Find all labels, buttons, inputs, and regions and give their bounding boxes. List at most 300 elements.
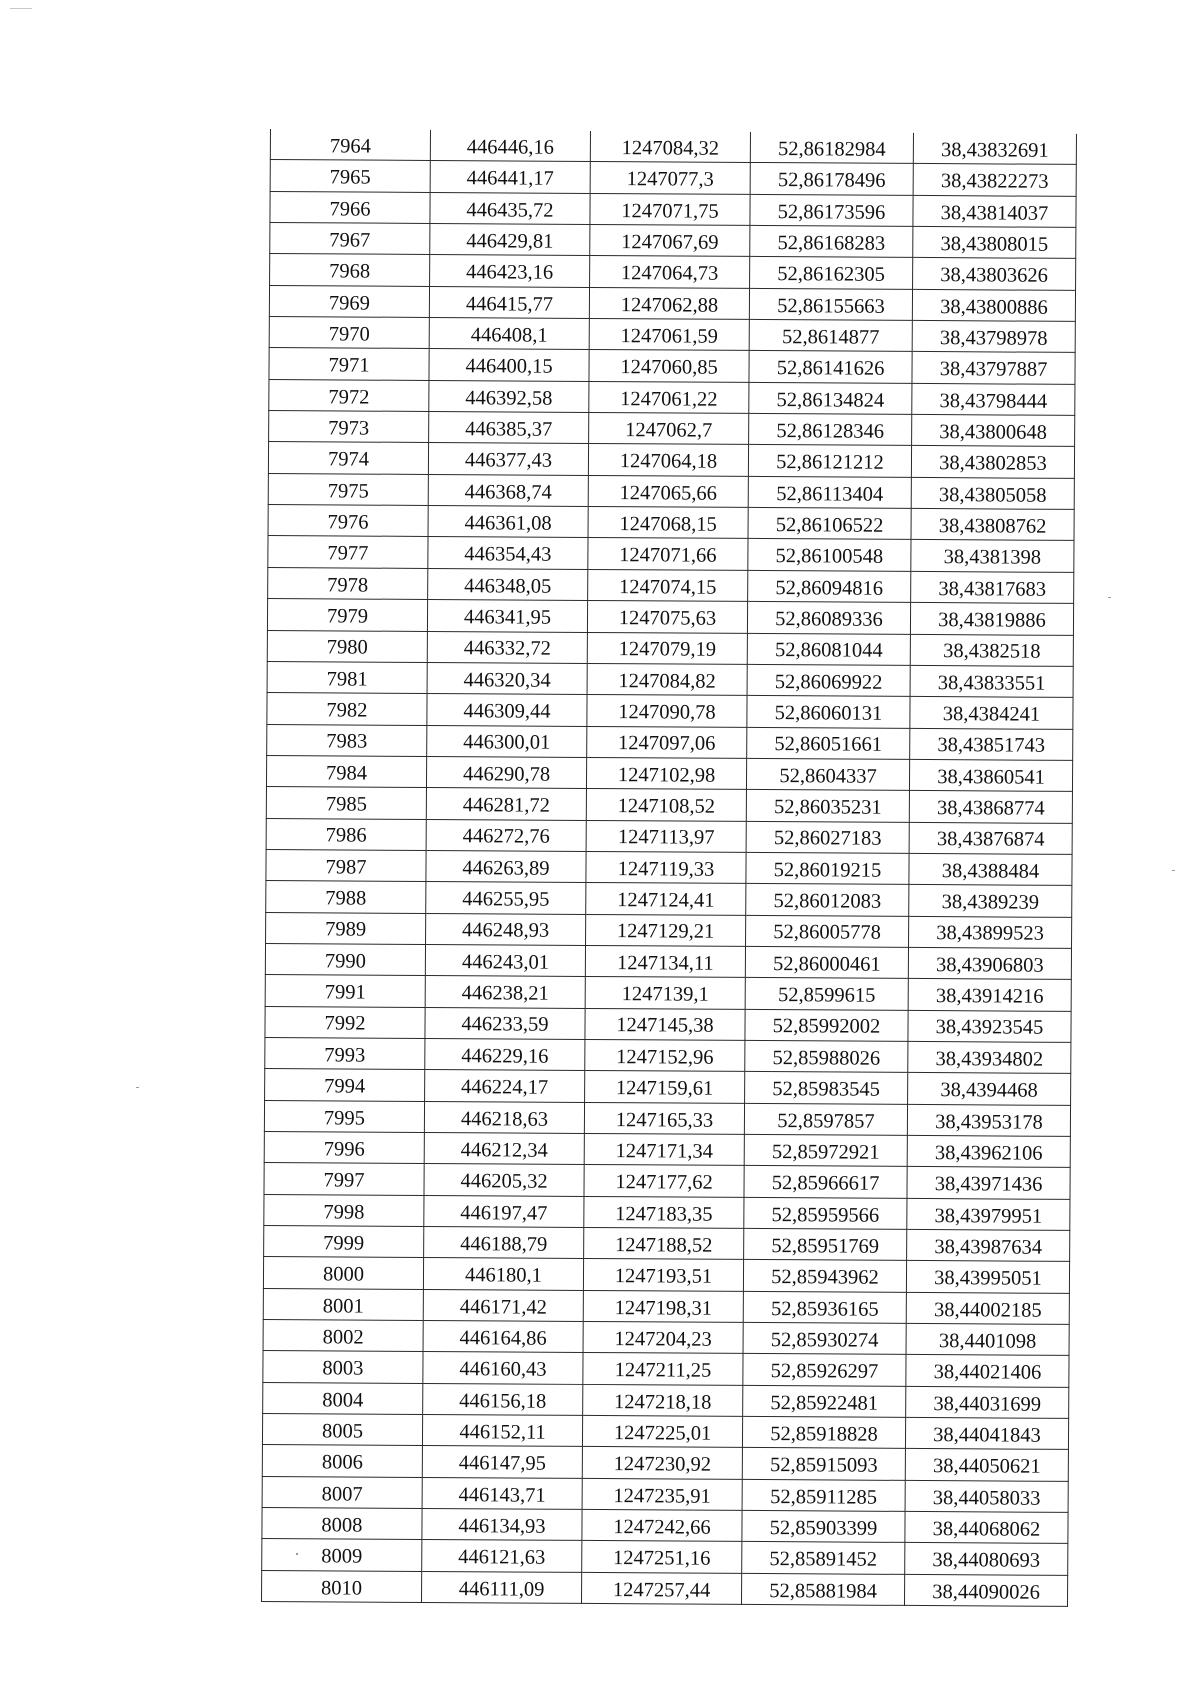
longitude-cell: [911, 571, 1074, 603]
table-row: [263, 1382, 1069, 1418]
y-coordinate-cell: [586, 789, 746, 821]
cell-text: 52,86100548: [775, 545, 884, 569]
longitude-cell: [904, 1574, 1067, 1606]
cell-text: 446361,08: [464, 512, 552, 535]
table-row: [262, 1570, 1068, 1606]
cell-text: 52,85881984: [769, 1579, 877, 1603]
point-number-cell: [265, 1037, 425, 1069]
x-coordinate-cell: [429, 318, 589, 350]
cell-text: 1247084,32: [621, 136, 720, 160]
cell-text: 1247134,11: [617, 951, 714, 975]
cell-text: 7998: [323, 1200, 365, 1224]
cell-text: 446205,32: [460, 1170, 548, 1193]
latitude-cell: [749, 382, 912, 414]
cell-text: 1247124,41: [617, 889, 715, 912]
y-coordinate-cell: [590, 162, 750, 194]
cell-text: 52,8614877: [781, 326, 880, 349]
cell-text: 52,86027183: [773, 827, 882, 851]
cell-text: 52,85966617: [771, 1172, 880, 1195]
table-row: [264, 1100, 1070, 1136]
table-row: [269, 285, 1075, 321]
cell-text: 1247102,98: [617, 763, 716, 787]
point-number-cell: [262, 1570, 422, 1602]
point-number-cell: [266, 755, 426, 787]
cell-text: 1247061,59: [620, 325, 718, 348]
cell-text: 446272,76: [462, 825, 550, 849]
table-row: [262, 1508, 1068, 1544]
latitude-cell: [745, 1009, 908, 1041]
x-coordinate-cell: [427, 694, 587, 726]
cell-text: 38,43802853: [939, 452, 1047, 476]
scan-speck: [136, 1087, 139, 1088]
table-row: [268, 505, 1074, 541]
cell-text: 446332,72: [463, 637, 551, 661]
longitude-cell: [909, 885, 1072, 917]
cell-text: 52,85992002: [772, 1015, 881, 1039]
latitude-cell: [749, 414, 912, 446]
cell-text: 52,86173596: [777, 200, 886, 224]
point-number-cell: [269, 348, 429, 380]
cell-text: 8003: [322, 1357, 364, 1380]
coordinates-table: [261, 129, 1077, 1607]
latitude-cell: [748, 570, 911, 602]
x-coordinate-cell: [422, 1477, 582, 1509]
x-coordinate-cell: [423, 1289, 583, 1321]
table-row: [265, 1069, 1071, 1105]
point-number-cell: [265, 1006, 425, 1038]
point-number-cell: [268, 567, 428, 599]
y-coordinate-cell: [584, 1196, 744, 1228]
point-number-cell: [267, 661, 427, 693]
cell-text: 1247060,85: [620, 356, 718, 379]
latitude-cell: [748, 539, 911, 571]
longitude-cell: [907, 1167, 1070, 1199]
cell-text: 7968: [329, 260, 371, 283]
point-number-cell: [262, 1508, 422, 1540]
cell-text: 52,86051661: [774, 733, 883, 757]
table-row: [265, 1006, 1071, 1042]
cell-text: 7995: [323, 1106, 366, 1130]
point-number-cell: [264, 1163, 424, 1195]
table-row: [263, 1257, 1069, 1293]
point-number-cell: [267, 630, 427, 662]
y-coordinate-cell: [589, 287, 749, 319]
cell-text: 38,43798978: [939, 327, 1048, 350]
table-row: [264, 1131, 1070, 1167]
latitude-cell: [749, 288, 912, 320]
point-number-cell: [264, 1226, 424, 1258]
cell-text: 38,43814037: [940, 201, 1049, 225]
y-coordinate-cell: [586, 820, 746, 852]
cell-text: 1247218,18: [613, 1390, 712, 1414]
x-coordinate-cell: [425, 1007, 585, 1039]
cell-text: 7996: [323, 1138, 365, 1161]
x-coordinate-cell: [422, 1571, 582, 1603]
longitude-cell: [908, 1073, 1071, 1105]
x-coordinate-cell: [425, 944, 585, 976]
cell-text: 7980: [326, 636, 368, 659]
cell-text: 38,43803626: [940, 264, 1048, 287]
longitude-cell: [913, 258, 1076, 290]
y-coordinate-cell: [583, 1259, 743, 1291]
cell-text: 7987: [325, 856, 367, 879]
x-coordinate-cell: [426, 788, 586, 820]
table-row: [267, 599, 1073, 635]
point-number-cell: [268, 505, 428, 537]
cell-text: 38,43808015: [940, 232, 1049, 256]
x-coordinate-cell: [429, 412, 589, 444]
x-coordinate-cell: [422, 1415, 582, 1447]
cell-text: 446171,42: [459, 1295, 547, 1319]
cell-text: 1247188,52: [614, 1234, 713, 1257]
cell-text: 38,4381398: [943, 546, 1042, 570]
y-coordinate-cell: [587, 601, 747, 633]
longitude-cell: [910, 665, 1073, 697]
cell-text: 1247211,25: [614, 1359, 712, 1382]
latitude-cell: [745, 978, 908, 1010]
longitude-cell: [906, 1355, 1069, 1387]
longitude-cell: [909, 759, 1072, 791]
cell-text: 7966: [329, 197, 371, 221]
cell-text: 446385,37: [465, 418, 553, 441]
latitude-cell: [744, 1134, 907, 1166]
cell-text: 1247159,61: [615, 1077, 714, 1100]
latitude-cell: [749, 319, 912, 351]
cell-text: 52,85972921: [771, 1140, 880, 1164]
cell-text: 7990: [324, 950, 366, 973]
latitude-cell: [742, 1511, 905, 1543]
cell-text: 7983: [326, 730, 368, 753]
cell-text: 1247139,1: [621, 983, 709, 1006]
cell-text: 38,4389239: [941, 891, 1040, 914]
latitude-cell: [744, 1166, 907, 1198]
cell-text: 446243,01: [461, 950, 550, 974]
cell-text: 446446,16: [466, 136, 555, 159]
cell-text: 1247242,66: [613, 1516, 711, 1539]
cell-text: 1247062,7: [625, 419, 713, 442]
longitude-cell: [908, 979, 1071, 1011]
x-coordinate-cell: [430, 224, 590, 256]
latitude-cell: [746, 852, 909, 884]
latitude-cell: [742, 1542, 905, 1574]
table-row: [262, 1445, 1068, 1481]
x-coordinate-cell: [422, 1509, 582, 1541]
table-row: [269, 411, 1075, 447]
longitude-cell: [907, 1135, 1070, 1167]
y-coordinate-cell: [588, 444, 748, 476]
cell-text: 38,43797887: [939, 358, 1048, 382]
x-coordinate-cell: [427, 725, 587, 757]
longitude-cell: [912, 352, 1075, 384]
cell-text: 38,44021406: [933, 1361, 1042, 1384]
cell-text: 7988: [325, 887, 367, 910]
point-number-cell: [266, 849, 426, 881]
y-coordinate-cell: [585, 977, 745, 1009]
latitude-cell: [742, 1479, 905, 1511]
x-coordinate-cell: [425, 976, 585, 1008]
y-coordinate-cell: [586, 851, 746, 883]
point-number-cell: [270, 129, 430, 161]
latitude-cell: [747, 696, 910, 728]
latitude-cell: [748, 508, 911, 540]
latitude-cell: [745, 946, 908, 978]
longitude-cell: [906, 1386, 1069, 1418]
x-coordinate-cell: [426, 756, 586, 788]
cell-text: 52,86060131: [774, 702, 883, 725]
table-row: [268, 536, 1074, 572]
x-coordinate-cell: [426, 913, 586, 945]
cell-text: 1247183,35: [615, 1202, 713, 1226]
y-coordinate-cell: [582, 1416, 742, 1448]
cell-text: 38,43800648: [939, 421, 1048, 444]
table-row: [270, 191, 1076, 227]
cell-text: 52,86106522: [775, 514, 884, 537]
longitude-cell: [908, 1041, 1071, 1073]
latitude-cell: [745, 1072, 908, 1104]
cell-text: 446218,63: [460, 1107, 549, 1131]
cell-text: 38,43860541: [937, 765, 1045, 789]
cell-text: 52,8597857: [777, 1109, 875, 1133]
x-coordinate-cell: [422, 1446, 582, 1478]
cell-text: 1247235,91: [613, 1484, 711, 1508]
y-coordinate-cell: [587, 695, 747, 727]
cell-text: 38,43817683: [938, 577, 1047, 601]
y-coordinate-cell: [590, 256, 750, 288]
cell-text: 38,43851743: [937, 734, 1046, 758]
cell-text: 446341,95: [463, 606, 552, 629]
x-coordinate-cell: [424, 1226, 584, 1258]
cell-text: 446111,09: [458, 1577, 545, 1601]
cell-text: 446429,81: [466, 230, 554, 253]
point-number-cell: [262, 1414, 422, 1446]
cell-text: 38,43995051: [934, 1267, 1042, 1290]
latitude-cell: [746, 758, 909, 790]
cell-text: 38,43962106: [934, 1141, 1043, 1165]
point-number-cell: [269, 317, 429, 349]
point-number-cell: [262, 1476, 422, 1508]
cell-text: 52,86178496: [777, 169, 886, 192]
table-row: [268, 442, 1074, 478]
point-number-cell: [263, 1351, 423, 1383]
cell-text: 1247090,78: [618, 701, 716, 724]
y-coordinate-cell: [582, 1478, 742, 1510]
longitude-cell: [913, 195, 1076, 227]
latitude-cell: [743, 1260, 906, 1292]
cell-text: 52,86094816: [775, 576, 884, 600]
point-number-cell: [265, 1069, 425, 1101]
cell-text: 7976: [327, 511, 369, 534]
cell-text: 38,4401098: [938, 1330, 1037, 1353]
longitude-cell: [905, 1543, 1068, 1575]
latitude-cell: [743, 1385, 906, 1417]
x-coordinate-cell: [422, 1540, 582, 1572]
cell-text: 52,86182984: [778, 137, 886, 161]
cell-text: 446354,43: [464, 543, 552, 567]
x-coordinate-cell: [429, 286, 589, 318]
y-coordinate-cell: [582, 1447, 742, 1479]
point-number-cell: [269, 379, 429, 411]
latitude-cell: [746, 821, 909, 853]
latitude-cell: [742, 1417, 905, 1449]
table-row: [267, 630, 1073, 666]
y-coordinate-cell: [581, 1572, 741, 1604]
cell-text: 7971: [328, 354, 370, 377]
cell-text: 52,85922481: [770, 1391, 879, 1415]
cell-text: 446441,17: [466, 167, 554, 190]
x-coordinate-cell: [424, 1195, 584, 1227]
latitude-cell: [747, 727, 910, 759]
y-coordinate-cell: [589, 381, 749, 413]
cell-text: 1247064,18: [619, 450, 718, 474]
longitude-cell: [908, 1010, 1071, 1042]
cell-text: 7984: [325, 762, 368, 785]
cell-text: 1247113,97: [617, 826, 715, 850]
cell-text: 8005: [321, 1420, 364, 1443]
cell-text: 446160,43: [459, 1358, 547, 1381]
longitude-cell: [912, 415, 1075, 447]
cell-text: 1247193,51: [614, 1265, 713, 1288]
point-number-cell: [270, 254, 430, 286]
cell-text: 1247152,96: [616, 1045, 714, 1069]
cell-text: 52,86113404: [776, 482, 884, 506]
longitude-cell: [905, 1512, 1068, 1544]
longitude-cell: [909, 822, 1072, 854]
cell-text: 1247077,3: [626, 168, 714, 191]
cell-text: 7969: [328, 291, 371, 315]
latitude-cell: [746, 884, 909, 916]
longitude-cell: [907, 1104, 1070, 1136]
table-row: [264, 1226, 1070, 1262]
table-row: [267, 661, 1073, 697]
cell-text: 1247064,73: [620, 262, 719, 285]
cell-text: 52,85926297: [770, 1360, 879, 1383]
cell-text: 38,43800886: [940, 295, 1048, 319]
y-coordinate-cell: [582, 1510, 742, 1542]
table-row: [264, 1194, 1070, 1230]
cell-text: 446212,34: [460, 1139, 548, 1162]
coordinates-table-body: [262, 129, 1077, 1607]
cell-text: 52,86012083: [773, 890, 882, 913]
latitude-cell: [747, 633, 910, 665]
cell-text: 38,43914216: [935, 985, 1044, 1008]
cell-text: 446368,74: [464, 480, 552, 504]
latitude-cell: [743, 1322, 906, 1354]
cell-text: 38,4382518: [943, 640, 1041, 664]
cell-text: 38,43805058: [938, 483, 1047, 507]
cell-text: 52,85951769: [771, 1234, 880, 1258]
cell-text: 38,43906803: [936, 953, 1044, 977]
table-row: [263, 1288, 1069, 1324]
point-number-cell: [269, 285, 429, 317]
cell-text: 1247171,34: [615, 1139, 714, 1163]
cell-text: 446134,93: [458, 1515, 546, 1538]
cell-text: 1247071,75: [621, 199, 719, 223]
x-coordinate-cell: [426, 819, 586, 851]
cell-text: 52,86005778: [773, 921, 881, 945]
table-row: [267, 693, 1073, 729]
cell-text: 8006: [321, 1451, 363, 1474]
cell-text: 52,86089336: [775, 608, 883, 631]
latitude-cell: [745, 1040, 908, 1072]
cell-text: 52,86168283: [777, 231, 886, 255]
cell-text: 7979: [326, 605, 369, 628]
y-coordinate-cell: [584, 1227, 744, 1259]
cell-text: 38,44068062: [932, 1518, 1041, 1541]
cell-text: 1247165,33: [615, 1108, 714, 1132]
longitude-cell: [910, 634, 1073, 666]
cell-text: 446377,43: [464, 449, 553, 473]
y-coordinate-cell: [589, 319, 749, 351]
longitude-cell: [912, 289, 1075, 321]
cell-text: 52,86019215: [773, 858, 882, 882]
cell-text: 446415,77: [465, 292, 554, 316]
cell-text: 7999: [323, 1232, 365, 1255]
y-coordinate-cell: [590, 131, 750, 163]
longitude-cell: [909, 916, 1072, 948]
table-row: [266, 755, 1072, 791]
x-coordinate-cell: [428, 537, 588, 569]
cell-text: 7993: [324, 1044, 366, 1067]
table-row: [266, 881, 1072, 917]
latitude-cell: [744, 1103, 907, 1135]
latitude-cell: [741, 1573, 904, 1605]
point-number-cell: [264, 1194, 424, 1226]
cell-text: 52,85936165: [770, 1297, 879, 1321]
y-coordinate-cell: [587, 632, 747, 664]
table-row: [265, 943, 1071, 979]
y-coordinate-cell: [588, 507, 748, 539]
x-coordinate-cell: [425, 1070, 585, 1102]
cell-text: 52,86081044: [774, 639, 883, 663]
y-coordinate-cell: [583, 1290, 743, 1322]
table-row: [269, 379, 1075, 415]
longitude-cell: [906, 1261, 1069, 1293]
cell-text: 1247061,22: [620, 387, 718, 411]
latitude-cell: [744, 1197, 907, 1229]
latitude-cell: [750, 132, 913, 164]
longitude-cell: [912, 320, 1075, 352]
cell-text: 446229,16: [461, 1044, 549, 1068]
y-coordinate-cell: [584, 1102, 744, 1134]
x-coordinate-cell: [425, 1038, 585, 1070]
cell-text: 38,4388484: [941, 859, 1040, 883]
cell-text: 7970: [328, 323, 370, 346]
cell-text: 52,85903399: [769, 1517, 878, 1540]
cell-text: 1247062,88: [620, 293, 719, 317]
point-number-cell: [269, 411, 429, 443]
cell-text: 38,4394468: [940, 1079, 1038, 1102]
cell-text: 38,43822273: [940, 170, 1049, 193]
cell-text: 7997: [323, 1169, 365, 1192]
cell-text: 7994: [324, 1075, 366, 1098]
y-coordinate-cell: [582, 1541, 742, 1573]
longitude-cell: [909, 853, 1072, 885]
cell-text: 52,86035231: [773, 796, 882, 819]
cell-text: 7973: [328, 417, 370, 440]
y-coordinate-cell: [588, 475, 748, 507]
cell-text: 7967: [329, 229, 371, 252]
cell-text: 52,85943962: [771, 1266, 879, 1289]
cell-text: 38,44080693: [932, 1549, 1041, 1573]
cell-text: 8009: [321, 1545, 363, 1568]
latitude-cell: [748, 476, 911, 508]
table-row: [268, 567, 1074, 603]
latitude-cell: [742, 1448, 905, 1480]
cell-text: 1247097,06: [617, 732, 716, 756]
cell-text: 446423,16: [465, 261, 554, 284]
point-number-cell: [265, 975, 425, 1007]
y-coordinate-cell: [589, 350, 749, 382]
